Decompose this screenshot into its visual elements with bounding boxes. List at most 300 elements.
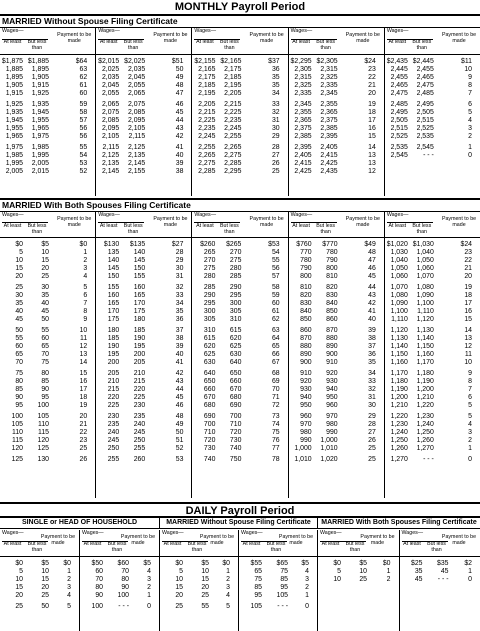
at-least-cell: 690 bbox=[203, 413, 216, 420]
but-less-than-cell: 630 bbox=[229, 351, 242, 358]
at-least-cell: 1,885 bbox=[5, 66, 23, 73]
at-least-cell: $1,875 bbox=[1, 58, 23, 65]
at-least-cell: 45 bbox=[414, 576, 423, 583]
at-least-cell: 950 bbox=[300, 402, 312, 409]
table-row bbox=[192, 394, 287, 402]
payment-cell: 57 bbox=[271, 273, 280, 280]
table-rows bbox=[192, 238, 287, 464]
at-least-cell: 285 bbox=[203, 284, 216, 291]
but-less-than-cell: 60 bbox=[41, 335, 49, 342]
table-row bbox=[192, 160, 287, 168]
table-row bbox=[96, 90, 191, 98]
at-least-cell: 215 bbox=[107, 386, 120, 393]
but-less-than-cell: 165 bbox=[133, 292, 146, 299]
at-least-cell: 5 bbox=[19, 568, 23, 575]
but-less-than-cell: 2,265 bbox=[224, 144, 242, 151]
table-row bbox=[385, 327, 480, 335]
table-column bbox=[385, 212, 480, 498]
but-less-than-cell: 615 bbox=[229, 327, 242, 334]
payment-cell: 9 bbox=[83, 316, 88, 323]
at-least-cell: 770 bbox=[300, 249, 312, 256]
table-row bbox=[385, 101, 480, 109]
payment-cell: $2 bbox=[464, 560, 472, 567]
table-row bbox=[192, 101, 287, 109]
table-row bbox=[289, 90, 384, 98]
payment-cell: 0 bbox=[468, 152, 473, 159]
table-row bbox=[289, 316, 384, 324]
payment-cell: 36 bbox=[175, 316, 184, 323]
table-column bbox=[318, 530, 400, 631]
at-least-cell: $2,015 bbox=[98, 58, 120, 65]
table-rows bbox=[0, 238, 95, 464]
table-row bbox=[0, 456, 95, 464]
but-less-than-cell: 730 bbox=[229, 437, 242, 444]
payment-cell: 13 bbox=[368, 160, 376, 167]
at-least-cell: 75 bbox=[254, 576, 262, 583]
at-least-cell: 265 bbox=[203, 249, 216, 256]
payment-cell: 7 bbox=[83, 300, 88, 307]
payment-cell: 46 bbox=[175, 402, 184, 409]
at-least-cell: 115 bbox=[12, 437, 23, 444]
table-row bbox=[96, 402, 191, 410]
but-less-than-cell: 780 bbox=[326, 249, 338, 256]
table-row bbox=[289, 284, 384, 292]
payment-cell: 49 bbox=[175, 74, 184, 81]
table-row bbox=[192, 413, 287, 421]
payment-label: Payment to be made bbox=[441, 534, 477, 546]
table-row bbox=[239, 584, 317, 592]
payment-cell: 46 bbox=[368, 265, 376, 272]
payment-cell: 6 bbox=[468, 101, 473, 108]
payment-cell: 41 bbox=[175, 359, 184, 366]
but-less-than-cell: 1,060 bbox=[416, 265, 434, 272]
table-row bbox=[385, 74, 480, 82]
at-least-cell: 50 bbox=[15, 327, 23, 334]
at-least-cell: 1,935 bbox=[5, 109, 23, 116]
table-row bbox=[96, 308, 191, 316]
payment-cell: 2 bbox=[468, 437, 473, 444]
at-least-cell: 1,050 bbox=[390, 265, 408, 272]
table-row bbox=[385, 413, 480, 421]
but-less-than-cell: 810 bbox=[326, 273, 338, 280]
table-rows bbox=[385, 238, 480, 464]
at-least-cell: 2,285 bbox=[198, 168, 216, 175]
payment-cell: $49 bbox=[364, 241, 376, 248]
at-least-cell: 1,100 bbox=[390, 308, 408, 315]
at-least-cell: 920 bbox=[300, 378, 312, 385]
table-row bbox=[0, 133, 95, 141]
at-least-cell: 25 bbox=[15, 603, 23, 610]
payment-cell: 39 bbox=[175, 160, 184, 167]
but-less-than-cell: 900 bbox=[326, 351, 338, 358]
table-row bbox=[385, 437, 480, 445]
table-row bbox=[0, 351, 95, 359]
but-less-than-cell: $1,885 bbox=[27, 58, 49, 65]
but-less-than-cell: 225 bbox=[133, 394, 146, 401]
but-less-than-cell: 710 bbox=[229, 421, 242, 428]
payment-cell: 3 bbox=[305, 576, 309, 583]
table-row bbox=[385, 273, 480, 281]
but-less-than-cell: 720 bbox=[229, 429, 242, 436]
table-row bbox=[96, 327, 191, 335]
but-less-than-cell: 10 bbox=[41, 249, 49, 256]
at-least-cell: 1,130 bbox=[390, 335, 408, 342]
table-row bbox=[385, 144, 480, 152]
payment-cell: 20 bbox=[79, 413, 88, 420]
payment-cell: 8 bbox=[468, 378, 473, 385]
table-row bbox=[385, 351, 480, 359]
but-less-than-cell: 870 bbox=[326, 327, 338, 334]
but-less-than-cell: 75 bbox=[41, 359, 49, 366]
table-row bbox=[0, 429, 95, 437]
payment-cell: 33 bbox=[368, 378, 376, 385]
but-less-than-cell: $5 bbox=[359, 560, 367, 567]
payment-label: Payment to be made bbox=[57, 216, 92, 228]
payment-cell: 17 bbox=[464, 300, 473, 307]
but-less-than-cell: 255 bbox=[133, 445, 146, 452]
but-less-than-cell: 235 bbox=[133, 413, 146, 420]
but-less-than-cell: 1,905 bbox=[31, 74, 49, 81]
payment-cell: 14 bbox=[464, 327, 473, 334]
at-least-cell: 660 bbox=[203, 386, 216, 393]
but-less-than-cell: 2,415 bbox=[320, 152, 338, 159]
payment-cell: 51 bbox=[175, 437, 184, 444]
at-least-cell: 25 bbox=[15, 284, 23, 291]
table-row bbox=[96, 82, 191, 90]
but-less-than-cell: 1,260 bbox=[416, 437, 434, 444]
payment-cell: $24 bbox=[364, 58, 376, 65]
at-least-cell: 2,055 bbox=[101, 90, 120, 97]
but-less-than-cell: 15 bbox=[201, 576, 209, 583]
payment-cell: 0 bbox=[468, 576, 472, 583]
payment-label: Payment to be made bbox=[153, 32, 188, 44]
payment-label: Payment to be made bbox=[249, 216, 284, 228]
at-least-cell: 150 bbox=[107, 273, 120, 280]
at-least-cell: 60 bbox=[95, 568, 103, 575]
payment-cell: 4 bbox=[67, 592, 71, 599]
table-row bbox=[192, 316, 287, 324]
at-least-cell: 1,150 bbox=[390, 351, 408, 358]
payment-cell: 63 bbox=[271, 327, 280, 334]
column-header bbox=[400, 530, 480, 557]
table-row bbox=[0, 335, 95, 343]
section-title-married-with: MARRIED With Both Spouses Filing Certificate bbox=[2, 200, 191, 210]
table-row bbox=[0, 273, 95, 281]
at-least-cell: 245 bbox=[107, 437, 120, 444]
but-less-than-cell: 920 bbox=[326, 370, 338, 377]
at-least-cell: 1,895 bbox=[5, 74, 23, 81]
but-less-than-cell: 880 bbox=[326, 335, 338, 342]
but-less-than-cell: 2,205 bbox=[224, 90, 242, 97]
at-least-cell: 90 bbox=[15, 394, 23, 401]
table-row bbox=[0, 74, 95, 82]
at-least-cell: 1,180 bbox=[390, 378, 408, 385]
at-least-cell: 2,365 bbox=[294, 117, 312, 124]
table-row bbox=[385, 394, 480, 402]
but-less-than-cell: 1,150 bbox=[416, 343, 434, 350]
table-column bbox=[192, 28, 288, 196]
monthly-title: MONTHLY Payroll Period bbox=[174, 1, 306, 13]
wages-label: Wages— bbox=[82, 530, 104, 536]
payment-cell: 7 bbox=[468, 386, 473, 393]
at-least-cell: 250 bbox=[107, 445, 120, 452]
but-less-than-cell: $1,030 bbox=[412, 241, 434, 248]
payment-cell: 64 bbox=[271, 335, 280, 342]
but-less-than-cell: 1,915 bbox=[31, 82, 49, 89]
column-header bbox=[0, 28, 95, 55]
payment-cell: 42 bbox=[175, 370, 184, 377]
payment-cell: 23 bbox=[79, 437, 88, 444]
at-least-cell: 2,355 bbox=[294, 109, 312, 116]
at-least-cell: 2,165 bbox=[198, 66, 216, 73]
table-row bbox=[289, 125, 384, 133]
table-row bbox=[96, 445, 191, 453]
but-less-than-cell: 25 bbox=[41, 592, 49, 599]
payment-label: Payment to be made bbox=[345, 32, 380, 44]
but-less-than-cell: $770 bbox=[322, 241, 338, 248]
payment-cell: 42 bbox=[368, 300, 376, 307]
wages-rule bbox=[387, 39, 433, 40]
at-least-cell: 2,405 bbox=[294, 152, 312, 159]
column-header bbox=[289, 28, 384, 55]
payment-cell: 4 bbox=[226, 592, 230, 599]
but-less-than-cell: 2,315 bbox=[320, 66, 338, 73]
table-row bbox=[96, 343, 191, 351]
at-least-cell: 2,495 bbox=[390, 109, 408, 116]
payment-cell: 53 bbox=[175, 456, 184, 463]
column-header bbox=[192, 212, 287, 238]
column-header bbox=[239, 530, 317, 557]
at-least-label: At least bbox=[83, 541, 102, 547]
payment-cell: 26 bbox=[271, 160, 280, 167]
table-row bbox=[289, 117, 384, 125]
at-least-cell: $55 bbox=[250, 560, 262, 567]
but-less-than-cell: $5 bbox=[41, 560, 49, 567]
at-least-cell: 2,345 bbox=[294, 101, 312, 108]
but-less-than-cell: 2,295 bbox=[224, 168, 242, 175]
payment-cell: 45 bbox=[175, 394, 184, 401]
at-least-cell: 1,260 bbox=[390, 445, 408, 452]
but-less-than-cell: 2,125 bbox=[127, 144, 146, 151]
table-row bbox=[96, 335, 191, 343]
but-less-than-cell: 55 bbox=[41, 327, 49, 334]
but-less-than-cell: 830 bbox=[326, 292, 338, 299]
daily-table-group bbox=[0, 530, 160, 631]
table-row bbox=[318, 576, 399, 584]
at-least-cell: 20 bbox=[15, 592, 23, 599]
at-least-cell: 230 bbox=[107, 413, 120, 420]
at-least-cell: 75 bbox=[15, 370, 23, 377]
at-least-cell: 890 bbox=[300, 351, 312, 358]
but-less-than-cell: 110 bbox=[38, 421, 49, 428]
but-less-than-label: But less than bbox=[412, 223, 432, 235]
table-row bbox=[0, 413, 95, 421]
payment-cell: 54 bbox=[271, 249, 280, 256]
table-row bbox=[0, 421, 95, 429]
but-less-than-cell: 2,375 bbox=[320, 117, 338, 124]
but-less-than-cell: 2,135 bbox=[127, 152, 146, 159]
payment-cell: $0 bbox=[382, 560, 391, 567]
but-less-than-cell: 1,170 bbox=[416, 359, 434, 366]
table-rows bbox=[289, 238, 384, 464]
but-less-than-cell: 2,355 bbox=[320, 101, 338, 108]
column-header bbox=[318, 530, 399, 557]
but-less-than-cell: 15 bbox=[41, 257, 49, 264]
but-less-than-cell: 660 bbox=[229, 378, 242, 385]
but-less-than-cell: 70 bbox=[41, 351, 49, 358]
table-row bbox=[0, 241, 95, 249]
payment-cell: 32 bbox=[368, 386, 376, 393]
table-row bbox=[96, 300, 191, 308]
payment-cell: $11 bbox=[461, 58, 473, 65]
table-rows bbox=[192, 55, 287, 176]
table-row bbox=[385, 335, 480, 343]
but-less-than-cell: 2,515 bbox=[416, 117, 434, 124]
payment-cell: 25 bbox=[79, 445, 88, 452]
but-less-than-cell: 125 bbox=[37, 445, 49, 452]
payment-cell: 54 bbox=[79, 152, 88, 159]
table-row bbox=[96, 273, 191, 281]
table-column bbox=[80, 530, 159, 631]
at-least-label: At least bbox=[99, 223, 118, 229]
wages-label: Wages— bbox=[290, 28, 313, 34]
but-less-than-cell: 15 bbox=[41, 576, 49, 583]
at-least-cell: 1,080 bbox=[390, 292, 408, 299]
but-less-than-cell: 1,955 bbox=[31, 117, 49, 124]
at-least-cell: 2,325 bbox=[294, 82, 312, 89]
payment-cell: $53 bbox=[268, 241, 280, 248]
at-least-cell: 1,250 bbox=[390, 437, 408, 444]
at-least-cell: 810 bbox=[300, 284, 312, 291]
payment-cell: 7 bbox=[468, 90, 473, 97]
payment-cell: 10 bbox=[464, 66, 473, 73]
but-less-than-cell: 1,935 bbox=[31, 101, 49, 108]
column-header bbox=[96, 28, 191, 55]
payment-cell: 2 bbox=[226, 576, 230, 583]
payment-cell: 34 bbox=[271, 90, 280, 97]
at-least-cell: 15 bbox=[175, 584, 183, 591]
table-row bbox=[385, 249, 480, 257]
payment-cell: 31 bbox=[368, 394, 376, 401]
table-row bbox=[0, 117, 95, 125]
table-row bbox=[0, 265, 95, 273]
table-row bbox=[192, 335, 287, 343]
payment-cell: 40 bbox=[175, 152, 184, 159]
at-least-cell: 2,105 bbox=[101, 133, 120, 140]
payment-cell: 50 bbox=[175, 429, 184, 436]
payment-cell: 6 bbox=[468, 394, 473, 401]
table-rows bbox=[96, 55, 191, 176]
but-less-than-cell: 2,255 bbox=[224, 133, 242, 140]
payment-cell: 19 bbox=[368, 101, 376, 108]
payment-cell: 59 bbox=[271, 292, 280, 299]
at-least-cell: 930 bbox=[300, 386, 312, 393]
payment-cell: 71 bbox=[271, 394, 280, 401]
at-least-cell: 1,915 bbox=[5, 90, 23, 97]
at-least-cell: 40 bbox=[15, 308, 23, 315]
but-less-than-cell: 940 bbox=[326, 386, 338, 393]
but-less-than-cell: 1,975 bbox=[31, 133, 49, 140]
table-row bbox=[400, 568, 480, 576]
payment-cell: 53 bbox=[79, 160, 88, 167]
but-less-than-cell: 10 bbox=[41, 568, 49, 575]
at-least-cell: 2,145 bbox=[101, 168, 120, 175]
payment-cell: 2 bbox=[147, 584, 151, 591]
payment-cell: $0 bbox=[79, 241, 88, 248]
payment-cell: 30 bbox=[368, 402, 376, 409]
payment-cell: 28 bbox=[271, 144, 280, 151]
table-row bbox=[385, 133, 480, 141]
but-less-than-cell: 75 bbox=[280, 568, 288, 575]
table-row bbox=[289, 300, 384, 308]
at-least-cell: 55 bbox=[15, 335, 23, 342]
but-less-than-label: But less than bbox=[27, 541, 47, 553]
table-row bbox=[0, 359, 95, 367]
at-least-cell: 2,485 bbox=[390, 101, 408, 108]
table-row bbox=[289, 413, 384, 421]
table-column bbox=[400, 530, 480, 631]
table-row bbox=[80, 584, 159, 592]
but-less-than-cell: $5 bbox=[41, 241, 49, 248]
payment-cell: $0 bbox=[222, 560, 230, 567]
at-least-cell: 185 bbox=[107, 335, 120, 342]
but-less-than-cell: 105 bbox=[276, 592, 288, 599]
payment-cell: 1 bbox=[468, 445, 473, 452]
payment-cell: 58 bbox=[271, 284, 280, 291]
at-least-cell: 45 bbox=[15, 316, 23, 323]
but-less-than-cell: 185 bbox=[133, 327, 146, 334]
but-less-than-cell: $60 bbox=[117, 560, 129, 567]
but-less-than-cell: 640 bbox=[229, 359, 242, 366]
payment-cell: 38 bbox=[175, 168, 184, 175]
at-least-cell: 10 bbox=[15, 257, 23, 264]
table-row bbox=[80, 576, 159, 584]
table-row bbox=[96, 394, 191, 402]
but-less-than-cell: $135 bbox=[129, 241, 146, 248]
but-less-than-cell: 750 bbox=[229, 456, 242, 463]
at-least-cell: 1,230 bbox=[390, 421, 408, 428]
but-less-than-cell: 1,000 bbox=[320, 437, 338, 444]
monthly-married-with-table bbox=[0, 212, 480, 498]
table-row bbox=[289, 335, 384, 343]
but-less-than-cell: - - - bbox=[277, 603, 288, 610]
table-row bbox=[385, 90, 480, 98]
payment-cell: 5 bbox=[468, 402, 473, 409]
at-least-cell: 700 bbox=[203, 421, 216, 428]
at-least-cell: 2,115 bbox=[102, 144, 120, 151]
at-least-cell: 910 bbox=[300, 370, 312, 377]
table-row bbox=[160, 560, 238, 568]
table-row bbox=[0, 343, 95, 351]
but-less-than-cell: 2,505 bbox=[416, 109, 434, 116]
payment-label: Payment to be made bbox=[120, 534, 156, 546]
payment-cell: 36 bbox=[368, 351, 376, 358]
but-less-than-cell: 10 bbox=[201, 568, 209, 575]
section-title-married-without: MARRIED Without Spouse Filing Certificate bbox=[2, 16, 178, 26]
but-less-than-cell: 35 bbox=[41, 292, 49, 299]
at-least-cell: $0 bbox=[333, 560, 341, 567]
at-least-cell: 1,995 bbox=[5, 160, 23, 167]
at-least-cell: 1,220 bbox=[390, 413, 408, 420]
at-least-cell: 1,040 bbox=[390, 257, 408, 264]
payment-cell: 52 bbox=[175, 445, 184, 452]
wages-label: Wages— bbox=[290, 212, 313, 218]
payment-cell: 5 bbox=[468, 413, 473, 420]
but-less-than-cell: 2,105 bbox=[127, 125, 146, 132]
but-less-than-cell: 790 bbox=[326, 257, 338, 264]
payment-cell: 3 bbox=[67, 584, 71, 591]
table-column bbox=[0, 212, 96, 498]
